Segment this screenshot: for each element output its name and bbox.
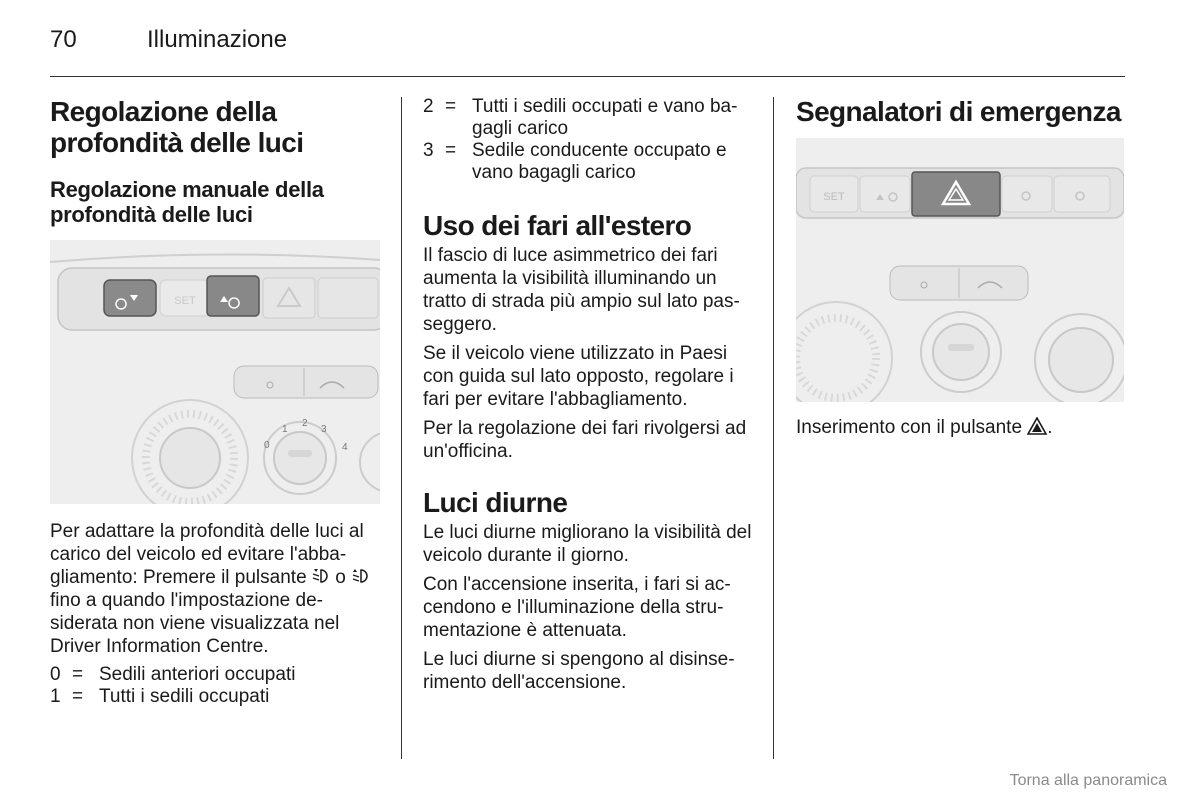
column-abroad-and-daylight [423, 96, 758, 700]
daylight-section-title: Luci diurne [423, 487, 568, 518]
column-hazard-lights [796, 96, 1126, 445]
abroad-section-title: Uso dei fari all'estero [423, 210, 692, 241]
headlight-down-icon [312, 567, 330, 585]
svg-text:SET: SET [174, 295, 196, 307]
list-item: 2 = Tutti i sedili occupati e vano ba-gagli carico [423, 96, 738, 139]
paragraph: Il fascio di luce asimmetrico dei fari aumenta la visibilità illuminando un tratto di strada più ampio sul lato pas-seggero. [423, 245, 740, 335]
paragraph: Le luci diurne si spengono al disinse-rimento dell'accensione. [423, 649, 735, 693]
headlight-range-title: Regolazione della profondità delle luci [50, 96, 304, 158]
column-divider-1 [401, 97, 402, 759]
fan-speed-label-2: 2 [302, 418, 308, 429]
headlight-range-figure [50, 240, 380, 504]
hazard-button-figure [796, 138, 1124, 402]
back-to-overview-link[interactable]: Torna alla panoramica [1009, 772, 1167, 789]
hazard-instruction: Inserimento con il pulsante . [796, 417, 1053, 438]
column-headlight-range [50, 96, 380, 708]
header-divider [50, 76, 1125, 77]
paragraph: Con l'accensione inserita, i fari si ac-cendono e l'illuminazione della stru-mentazione è attenuata. [423, 574, 731, 641]
fan-speed-label-1: 1 [282, 424, 288, 435]
list-item: 0 = Sedili anteriori occupati [50, 664, 296, 685]
paragraph: Le luci diurne migliorano la visibilità del veicolo durante il giorno. [423, 522, 752, 566]
paragraph: Per la regolazione dei fari rivolgersi ad un'officina. [423, 418, 747, 462]
fan-speed-label-3: 3 [321, 424, 327, 435]
column-divider-2 [773, 97, 774, 759]
list-item: 3 = Sedile conducente occupato e vano bagagli carico [423, 140, 727, 183]
svg-text:SET: SET [823, 191, 845, 203]
manual-range-subtitle: Regolazione manuale della profondità delle luci [50, 177, 324, 227]
range-instruction: Per adattare la profondità delle luci al carico del veicolo ed evitare l'abba-gliamento: Premere il pulsante o fino a quando l'impostazione de-siderata non viene visualizzata nel Driver Information Centre. [50, 520, 380, 658]
fan-speed-label-0: 0 [264, 440, 270, 451]
page-number: 70 [50, 26, 77, 53]
headlight-up-icon [351, 567, 369, 585]
section-title: Illuminazione [147, 26, 288, 53]
paragraph: Se il veicolo viene utilizzato in Paesi con guida sul lato opposto, regolare i fari per evitare l'abbagliamento. [423, 343, 734, 410]
fan-speed-label-4: 4 [342, 442, 348, 453]
list-item: 1 = Tutti i sedili occupati [50, 686, 270, 707]
hazard-section-title: Segnalatori di emergenza [796, 96, 1121, 127]
hazard-warning-icon [1027, 417, 1047, 435]
